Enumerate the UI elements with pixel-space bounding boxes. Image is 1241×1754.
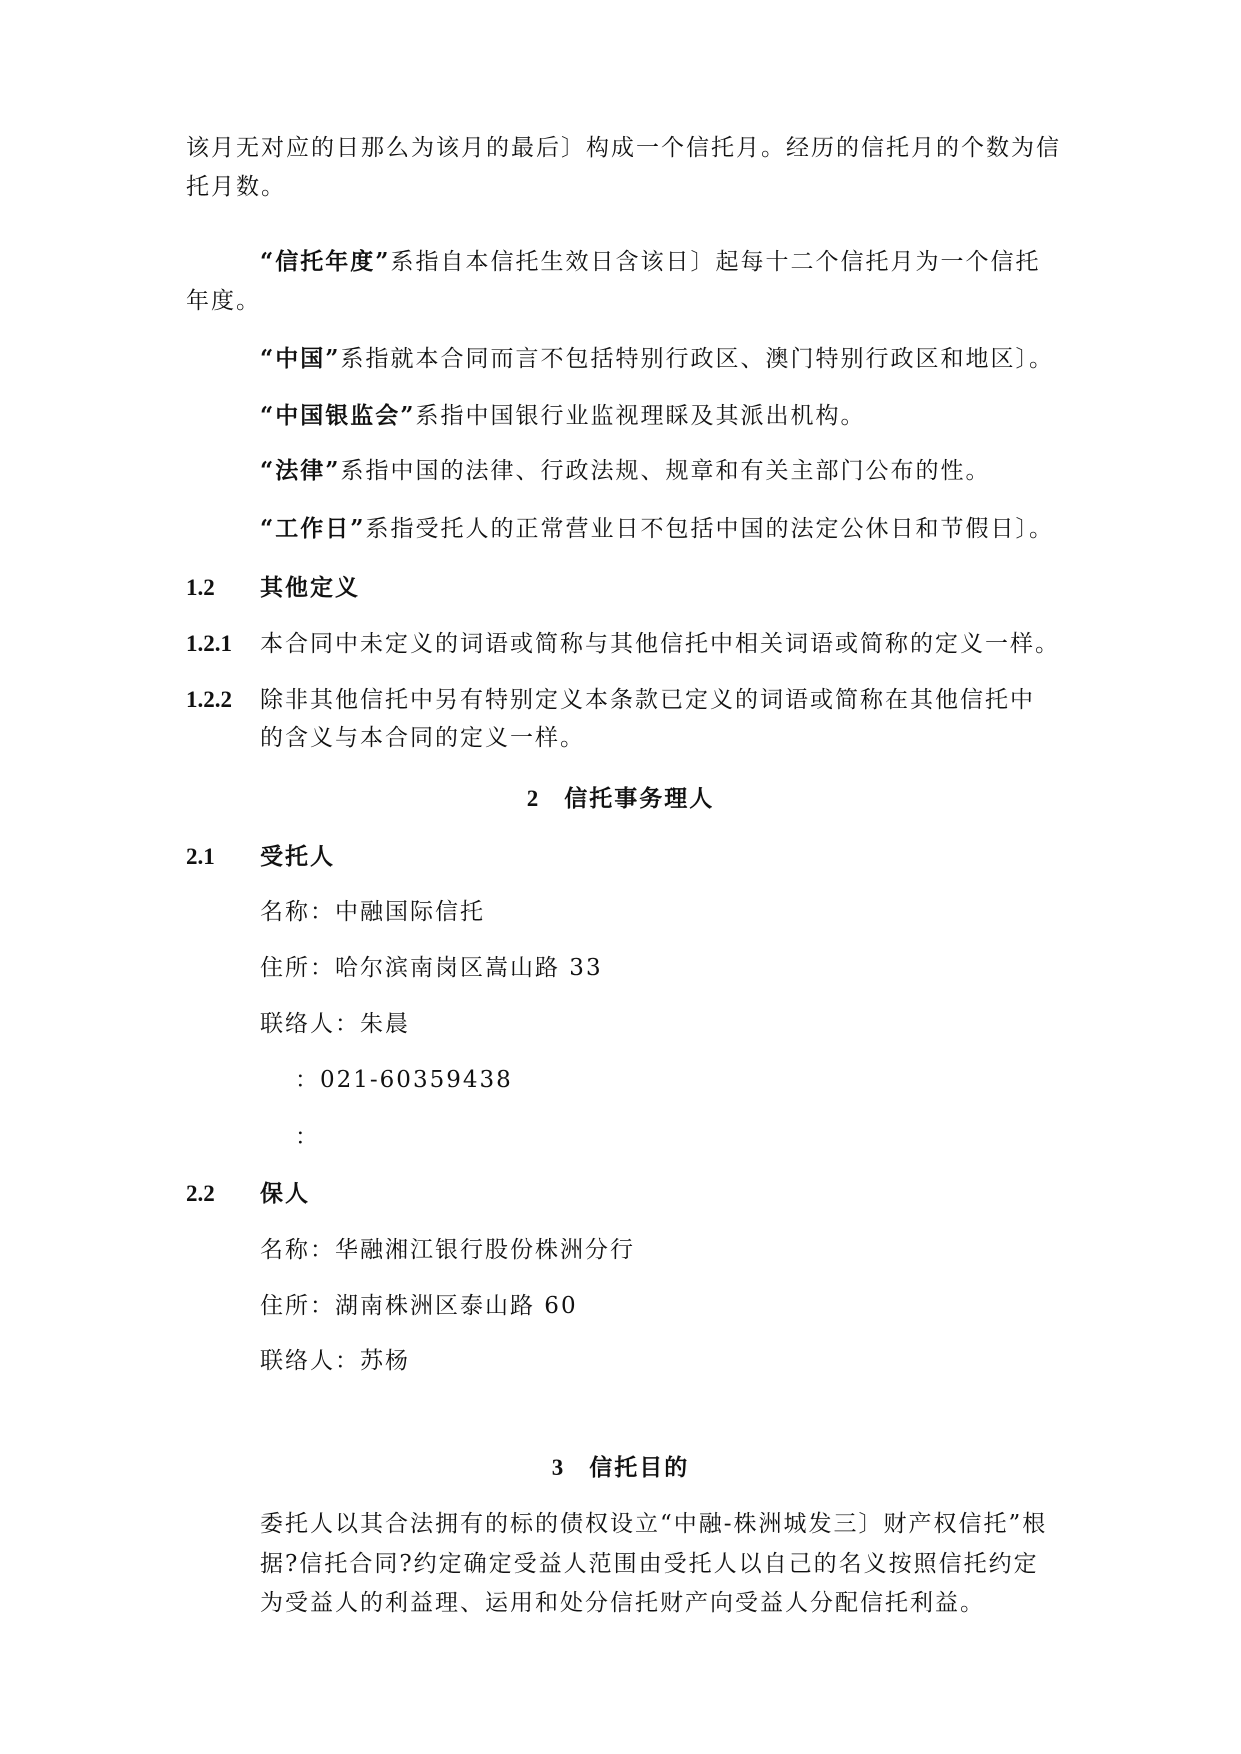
definition-trust-year-cont: 年度。 xyxy=(186,288,261,314)
section-number-1-2: 1.2 xyxy=(186,575,215,600)
section-title-2-1: 受托人 xyxy=(260,843,335,870)
chapter-title: 信托事务理人 xyxy=(564,785,715,812)
chapter-heading-3 xyxy=(0,1452,1241,1484)
trustee-name: 名称：中融国际信托 xyxy=(260,899,485,925)
guarantor-contact: 联络人：苏杨 xyxy=(260,1348,410,1374)
definition-term: “工作日” xyxy=(260,515,366,542)
definition-china xyxy=(260,343,1054,375)
section-number-1-2-2: 1.2.2 xyxy=(186,687,232,712)
chapter-number: 2 xyxy=(526,786,539,811)
definition-text: 系指就本合同而言不包括特别行政区、澳门特别行政区和地区〕。 xyxy=(340,346,1054,372)
definition-term: “中国银监会” xyxy=(260,402,416,429)
purpose-line-1: 委托人以其合法拥有的标的债权设立“中融-株洲城发三〕财产权信托”根 xyxy=(260,1511,1048,1537)
definition-text: 系指中国银行业监视理睬及其派出机构。 xyxy=(415,403,866,429)
guarantor-address: 住所：湖南株洲区泰山路 60 xyxy=(260,1293,578,1319)
definition-cbrc xyxy=(260,400,865,432)
definition-trust-year xyxy=(260,246,1040,278)
trustee-contact: 联络人：朱晨 xyxy=(260,1011,410,1037)
section-text-1-2-1: 本合同中未定义的词语或简称与其他信托中相关词语或简称的定义一样。 xyxy=(260,631,1060,657)
intro-line-2: 托月数。 xyxy=(186,174,286,200)
section-text-1-2-2-line-1: 除非其他信托中另有特别定义本条款已定义的词语或简称在其他信托中 xyxy=(260,687,1035,713)
definition-text: 系指受托人的正常营业日不包括中国的法定公休日和节假日〕。 xyxy=(365,516,1054,542)
trustee-phone: ：021-60359438 xyxy=(295,1067,513,1093)
definition-law xyxy=(260,455,990,487)
guarantor-name: 名称：华融湘江银行股份株洲分行 xyxy=(260,1237,635,1263)
definition-workday xyxy=(260,513,1054,545)
purpose-line-3: 为受益人的利益理、运用和处分信托财产向受益人分配信托利益。 xyxy=(260,1590,985,1616)
section-title-2-2: 保人 xyxy=(260,1180,310,1207)
section-title-1-2: 其他定义 xyxy=(260,574,360,601)
chapter-title: 信托目的 xyxy=(589,1454,690,1481)
section-number-2-1: 2.1 xyxy=(186,844,215,869)
definition-text: 系指自本信托生效日含该日〕起每十二个信托月为一个信托 xyxy=(390,249,1041,275)
chapter-number: 3 xyxy=(551,1455,564,1480)
intro-line-1: 该月无对应的日那么为该月的最后〕构成一个信托月。经历的信托月的个数为信 xyxy=(186,135,1061,161)
trustee-fax: ： xyxy=(295,1124,320,1150)
purpose-line-2: 据?信托合同?约定确定受益人范围由受托人以自己的名义按照信托约定 xyxy=(260,1551,1039,1577)
section-number-2-2: 2.2 xyxy=(186,1181,215,1206)
chapter-heading-2 xyxy=(0,783,1241,815)
section-number-1-2-1: 1.2.1 xyxy=(186,631,232,656)
definition-term: “法律” xyxy=(260,457,341,484)
trustee-address: 住所：哈尔滨南岗区嵩山路 33 xyxy=(260,955,603,981)
definition-term: “中国” xyxy=(260,345,341,372)
definition-term: “信托年度” xyxy=(260,248,391,275)
section-text-1-2-2-line-2: 的含义与本合同的定义一样。 xyxy=(260,725,585,751)
definition-text: 系指中国的法律、行政法规、规章和有关主部门公布的性。 xyxy=(340,458,991,484)
